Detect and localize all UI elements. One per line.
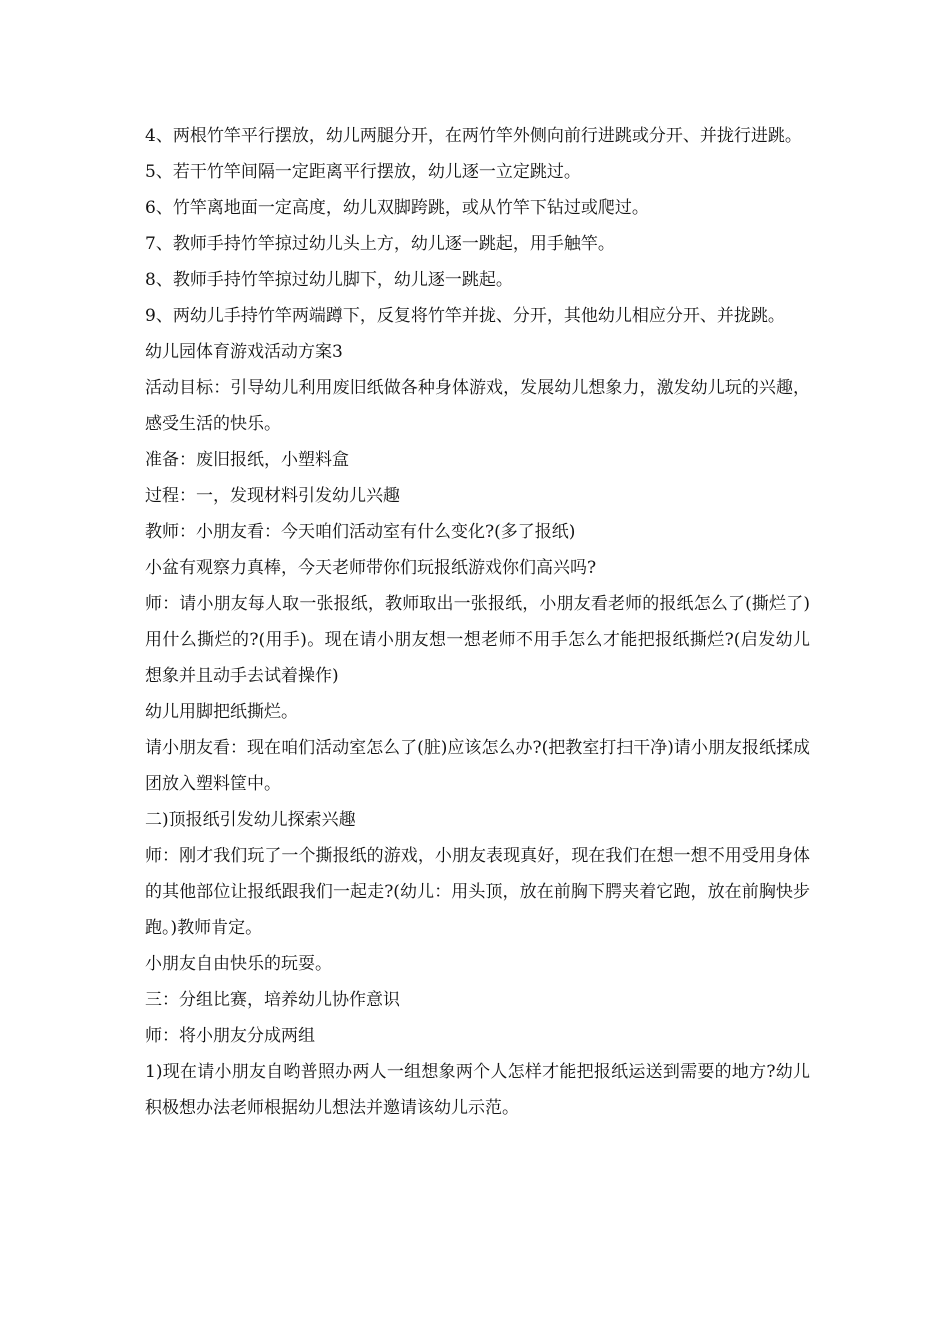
paragraph-preparation: 准备：废旧报纸，小塑料盒 bbox=[145, 450, 349, 470]
paragraph-part-three: 三：分组比赛，培养幼儿协作意识 bbox=[145, 990, 400, 1010]
paragraph-step-8: 8、教师手持竹竿掠过幼儿脚下，幼儿逐一跳起。 bbox=[145, 270, 513, 290]
paragraph-teacher-question: 教师：小朋友看：今天咱们活动室有什么变化?(多了报纸) bbox=[145, 522, 576, 542]
paragraph-process: 过程：一，发现材料引发幼儿兴趣 bbox=[145, 486, 400, 506]
paragraph-praise: 小盆有观察力真棒，今天老师带你们玩报纸游戏你们高兴吗? bbox=[145, 558, 597, 578]
paragraph-body-parts: 师：刚才我们玩了一个撕报纸的游戏，小朋友表现真好，现在我们在想一想不用受用身体的其他部位让报纸跟我们一起走?(幼儿：用头顶，放在前胸下腭夹着它跑，放在前胸快步跑。)教师肯定。 bbox=[145, 846, 810, 938]
section-heading: 幼儿园体育游戏活动方案3 bbox=[145, 342, 343, 362]
paragraph-feet: 幼儿用脚把纸撕烂。 bbox=[145, 702, 298, 722]
document-page bbox=[145, 118, 810, 1126]
paragraph-part-two: 二)顶报纸引发幼儿探索兴趣 bbox=[145, 810, 356, 830]
paragraph-groups: 师：将小朋友分成两组 bbox=[145, 1026, 315, 1046]
paragraph-pairs: 1)现在请小朋友自哟普照办两人一组想象两个人怎样才能把报纸运送到需要的地方?幼儿积极想办法老师根据幼儿想法并邀请该幼儿示范。 bbox=[145, 1062, 810, 1118]
paragraph-step-6: 6、竹竿离地面一定高度，幼儿双脚跨跳，或从竹竿下钻过或爬过。 bbox=[145, 198, 649, 218]
paragraph-free-play: 小朋友自由快乐的玩耍。 bbox=[145, 954, 332, 974]
paragraph-tear-paper: 师：请小朋友每人取一张报纸，教师取出一张报纸，小朋友看老师的报纸怎么了(撕烂了)用什么撕烂的?(用手)。现在请小朋友想一想老师不用手怎么才能把报纸撕烂?(启发幼儿想象并且动手去试着操作) bbox=[145, 594, 810, 686]
paragraph-clean-up: 请小朋友看：现在咱们活动室怎么了(脏)应该怎么办?(把教室打扫干净)请小朋友报纸揉成团放入塑料筐中。 bbox=[145, 738, 810, 794]
paragraph-goal: 活动目标：引导幼儿利用废旧纸做各种身体游戏，发展幼儿想象力，激发幼儿玩的兴趣，感受生活的快乐。 bbox=[145, 378, 810, 434]
paragraph-step-9: 9、两幼儿手持竹竿两端蹲下，反复将竹竿并拢、分开，其他幼儿相应分开、并拢跳。 bbox=[145, 306, 785, 326]
paragraph-step-5: 5、若干竹竿间隔一定距离平行摆放，幼儿逐一立定跳过。 bbox=[145, 162, 581, 182]
paragraph-step-4: 4、两根竹竿平行摆放，幼儿两腿分开，在两竹竿外侧向前行进跳或分开、并拢行进跳。 bbox=[145, 126, 802, 146]
paragraph-step-7: 7、教师手持竹竿掠过幼儿头上方，幼儿逐一跳起，用手触竿。 bbox=[145, 234, 615, 254]
